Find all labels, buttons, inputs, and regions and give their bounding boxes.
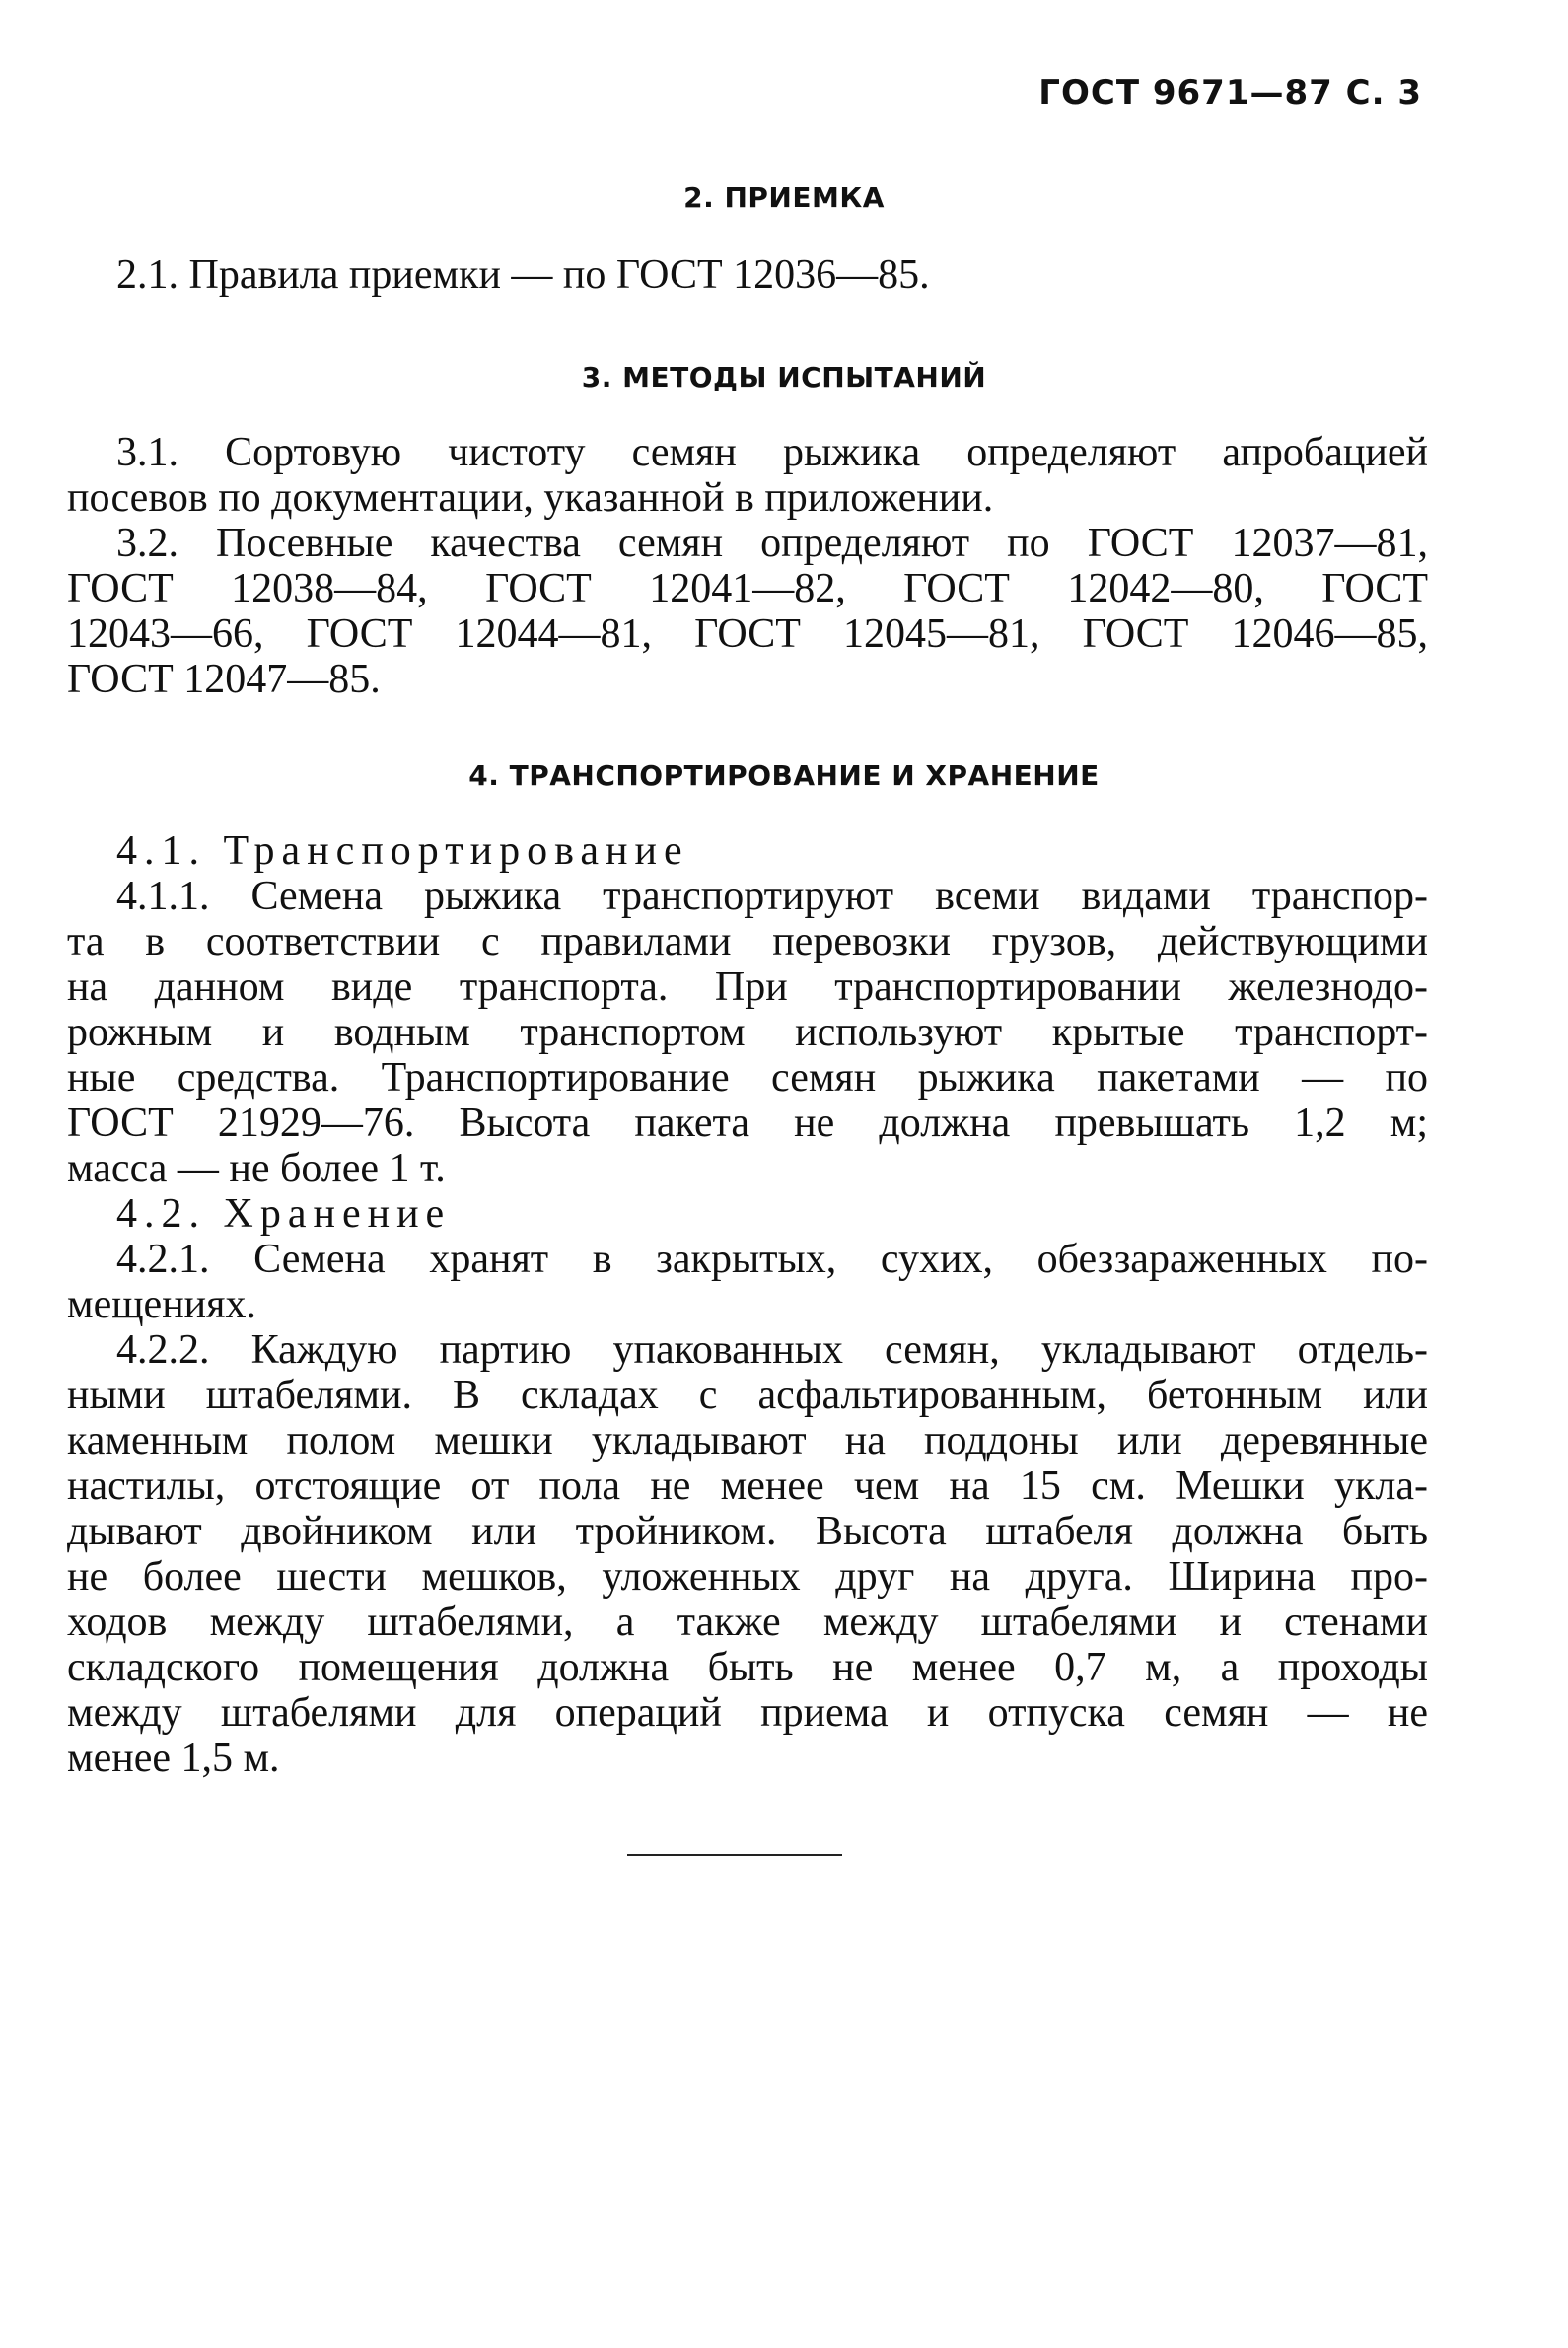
paragraph-line: не более шести мешков, уложенных друг на друга. Ширина про- — [67, 1554, 1428, 1600]
paragraph-line: та в соответствии с правилами перевозки грузов, действующими — [67, 919, 1428, 964]
paragraph-line: настилы, отстоящие от пола не менее чем на 15 см. Мешки укла- — [67, 1463, 1428, 1509]
paragraph-line: ными штабелями. В складах с асфальтированным, бетонным или — [67, 1373, 1428, 1418]
paragraph-line: ходов между штабелями, а также между штабелями и стенами — [67, 1600, 1428, 1645]
subsection-heading: 4.2. Хранение — [116, 1191, 452, 1237]
paragraph-line: 3.2. Посевные качества семян определяют по ГОСТ 12037—81, — [116, 521, 1428, 566]
end-rule-divider — [627, 1854, 842, 1856]
paragraph-line: складского помещения должна быть не менее 0,7 м, а проходы — [67, 1645, 1428, 1690]
paragraph-line: ГОСТ 21929—76. Высота пакета не должна превышать 1,2 м; — [67, 1101, 1428, 1146]
section-title-test-methods: 3. МЕТОДЫ ИСПЫТАНИЙ — [581, 361, 987, 393]
section-title-acceptance: 2. ПРИЕМКА — [683, 181, 885, 214]
paragraph-line: на данном виде транспорта. При транспортировании железнодо- — [67, 964, 1428, 1010]
paragraph-line: 3.1. Сортовую чистоту семян рыжика определяют апробацией — [116, 430, 1428, 475]
subsection-heading: 4.1. Транспортирование — [116, 828, 689, 874]
paragraph-line: между штабелями для операций приема и отпуска семян — не — [67, 1690, 1428, 1736]
paragraph-line: рожным и водным транспортом используют крытые транспорт- — [67, 1010, 1428, 1055]
paragraph-line: ГОСТ 12047—85. — [67, 657, 381, 702]
paragraph-line: посевов по документации, указанной в приложении. — [67, 475, 994, 521]
paragraph-line: 2.1. Правила приемки — по ГОСТ 12036—85. — [116, 252, 930, 298]
paragraph-line: 4.1.1. Семена рыжика транспортируют всеми видами транспор- — [116, 874, 1428, 919]
section-title-transport-storage: 4. ТРАНСПОРТИРОВАНИЕ И ХРАНЕНИЕ — [468, 759, 1100, 792]
paragraph-line: 4.2.2. Каждую партию упакованных семян, укладывают отдель- — [116, 1327, 1428, 1373]
paragraph-line: ГОСТ 12038—84, ГОСТ 12041—82, ГОСТ 12042—80, ГОСТ — [67, 566, 1428, 611]
paragraph-line: ные средства. Транспортирование семян рыжика пакетами — по — [67, 1055, 1428, 1101]
paragraph-line: менее 1,5 м. — [67, 1736, 280, 1781]
paragraph-line: 12043—66, ГОСТ 12044—81, ГОСТ 12045—81, ГОСТ 12046—85, — [67, 611, 1428, 657]
running-head: ГОСТ 9671—87 С. 3 — [1038, 73, 1422, 112]
paragraph-line: 4.2.1. Семена хранят в закрытых, сухих, обеззараженных по- — [116, 1237, 1428, 1282]
paragraph-line: мещениях. — [67, 1282, 256, 1327]
paragraph-line: каменным полом мешки укладывают на поддоны или деревянные — [67, 1418, 1428, 1463]
paragraph-line: дывают двойником или тройником. Высота штабеля должна быть — [67, 1509, 1428, 1554]
paragraph-line: масса — не более 1 т. — [67, 1146, 446, 1191]
